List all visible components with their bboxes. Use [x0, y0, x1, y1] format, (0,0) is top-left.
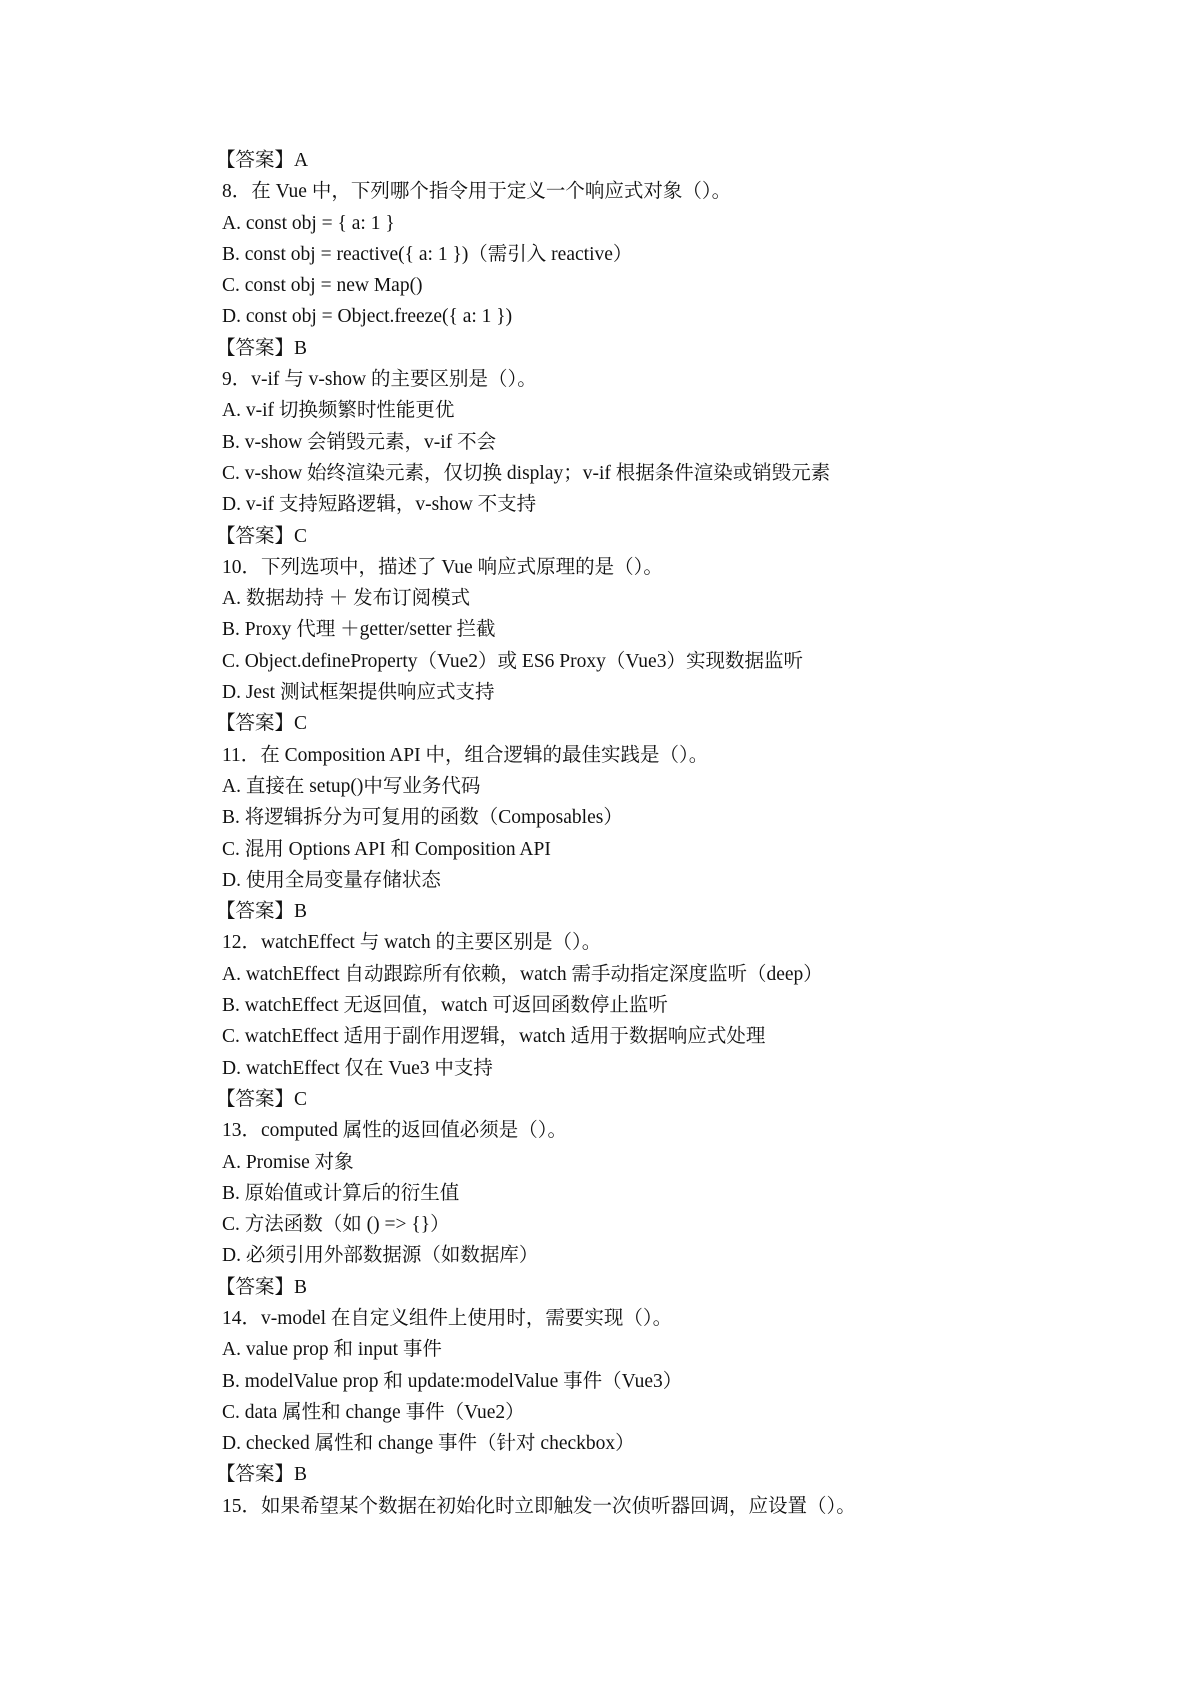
option-line: C. 混用 Options API 和 Composition API	[222, 838, 551, 860]
question-line: 14．v-model 在自定义组件上使用时，需要实现（）。	[222, 1307, 673, 1329]
option-line: B. v-show 会销毁元素，v-if 不会	[222, 431, 497, 453]
option-line: D. watchEffect 仅在 Vue3 中支持	[222, 1057, 493, 1079]
option-line: A. 数据劫持 ＋ 发布订阅模式	[222, 588, 471, 610]
answer-line: 【答案】B	[216, 1276, 308, 1298]
answer-line: 【答案】C	[216, 525, 308, 547]
option-line: D. 使用全局变量存储状态	[222, 869, 441, 891]
question-line: 10．下列选项中，描述了 Vue 响应式原理的是（）。	[222, 556, 663, 578]
option-line: C. 方法函数（如 () => {}）	[222, 1214, 450, 1236]
question-line: 13．computed 属性的返回值必须是（）。	[222, 1120, 568, 1142]
answer-line: 【答案】C	[216, 713, 308, 735]
answer-line: 【答案】B	[216, 337, 308, 359]
document-body	[216, 145, 1122, 1522]
option-line: B. Proxy 代理 ＋getter/setter 拦截	[222, 619, 496, 641]
option-line: D. Jest 测试框架提供响应式支持	[222, 682, 495, 704]
option-line: D. checked 属性和 change 事件（针对 checkbox）	[222, 1433, 635, 1455]
answer-line: 【答案】C	[216, 1088, 308, 1110]
question-line: 15．如果希望某个数据在初始化时立即触发一次侦听器回调，应设置（）。	[222, 1495, 856, 1517]
option-line: D. const obj = Object.freeze({ a: 1 })	[222, 306, 513, 328]
option-line: A. v-if 切换频繁时性能更优	[222, 400, 455, 422]
option-line: A. value prop 和 input 事件	[222, 1339, 442, 1361]
option-line: B. 原始值或计算后的衍生值	[222, 1182, 460, 1204]
question-line: 12．watchEffect 与 watch 的主要区别是（）。	[222, 932, 602, 954]
option-line: A. Promise 对象	[222, 1151, 354, 1173]
option-line: A. 直接在 setup()中写业务代码	[222, 775, 481, 797]
question-line: 8．在 Vue 中，下列哪个指令用于定义一个响应式对象（）。	[222, 181, 732, 203]
option-line: D. 必须引用外部数据源（如数据库）	[222, 1245, 539, 1267]
option-line: A. watchEffect 自动跟踪所有依赖，watch 需手动指定深度监听（deep）	[222, 963, 823, 985]
option-line: B. const obj = reactive({ a: 1 })（需引入 reactive）	[222, 243, 633, 265]
option-line: C. v-show 始终渲染元素，仅切换 display；v-if 根据条件渲染或销毁元素	[222, 462, 831, 484]
question-line: 9．v-if 与 v-show 的主要区别是（）。	[222, 369, 537, 391]
option-line: C. data 属性和 change 事件（Vue2）	[222, 1401, 525, 1423]
option-line: C. Object.defineProperty（Vue2）或 ES6 Proxy（Vue3）实现数据监听	[222, 650, 803, 672]
answer-line: 【答案】A	[216, 150, 309, 171]
option-line: A. const obj = { a: 1 }	[222, 212, 395, 234]
option-line: C. const obj = new Map()	[222, 275, 423, 297]
answer-line: 【答案】B	[216, 901, 308, 923]
option-line: C. watchEffect 适用于副作用逻辑，watch 适用于数据响应式处理	[222, 1026, 766, 1048]
option-line: B. watchEffect 无返回值，watch 可返回函数停止监听	[222, 995, 668, 1017]
option-line: B. modelValue prop 和 update:modelValue 事件（Vue3）	[222, 1370, 683, 1392]
answer-line: 【答案】B	[216, 1464, 308, 1486]
question-line: 11．在 Composition API 中，组合逻辑的最佳实践是（）。	[222, 744, 709, 766]
option-line: B. 将逻辑拆分为可复用的函数（Composables）	[222, 807, 623, 829]
option-line: D. v-if 支持短路逻辑，v-show 不支持	[222, 494, 537, 516]
